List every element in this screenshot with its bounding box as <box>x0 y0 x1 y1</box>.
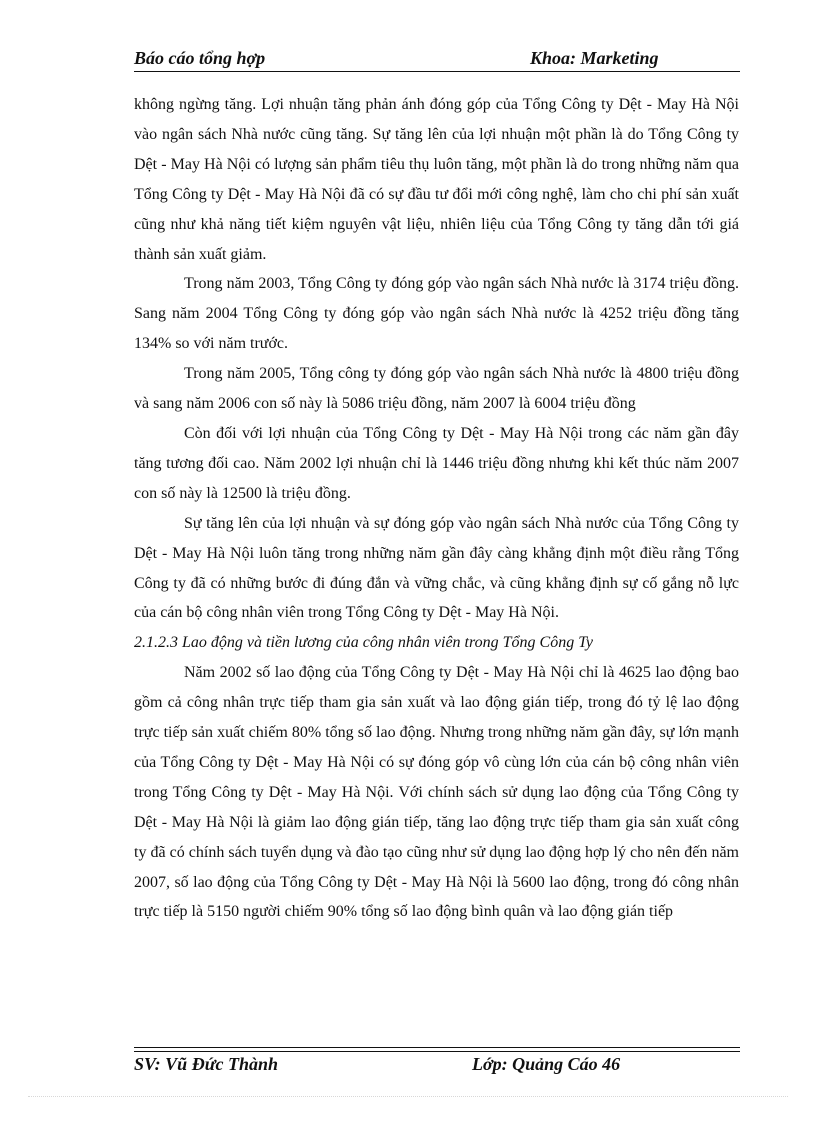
page-bottom-edge <box>28 1096 788 1097</box>
paragraph-budget-2003-2004: Trong năm 2003, Tổng Công ty đóng góp vào ngân sách Nhà nước là 3174 triệu đồng. Sang năm 2004 Tổng Công ty đóng góp vào ngân sách Nhà nước là 4252 triệu đồng tăng 134% so với năm trước. <box>134 275 739 353</box>
document-body <box>134 90 739 927</box>
header-report-title: Báo cáo tổng hợp <box>134 48 266 68</box>
paragraph-conclusion: Sự tăng lên của lợi nhuận và sự đóng góp vào ngân sách Nhà nước của Tổng Công ty Dệt - May Hà Nội luôn tăng trong những năm gần đây càng khẳng định một điều rằng Tổng Công ty đã có những bước đi đúng đắn và vững chắc, và cũng khẳng định sự cố gắng nỗ lực của cán bộ công nhân viên trong Tổng Công ty Dệt - May Hà Nội. <box>134 514 739 622</box>
footer-class-name: Lớp: Quảng Cáo 46 <box>472 1054 621 1074</box>
header-divider <box>134 71 740 72</box>
footer-student-name: SV: Vũ Đức Thành <box>134 1054 278 1074</box>
paragraph-budget-2005-2007: Trong năm 2005, Tổng công ty đóng góp vào ngân sách Nhà nước là 4800 triệu đồng và sang năm 2006 con số này là 5086 triệu đồng, năm 2007 là 6004 triệu đồng <box>134 365 739 413</box>
paragraph-profit-growth: Còn đối với lợi nhuận của Tổng Công ty Dệt - May Hà Nội trong các năm gần đây tăng tương đối cao. Năm 2002 lợi nhuận chỉ là 1446 triệu đồng nhưng khi kết thúc năm 2007 con số này là 12500 là triệu đồng. <box>134 424 739 502</box>
page-footer <box>134 1054 740 1080</box>
section-heading: 2.1.2.3 Lao động và tiền lương của công nhân viên trong Tổng Công Ty <box>134 634 594 652</box>
paragraph-profit-contribution: không ngừng tăng. Lợi nhuận tăng phản ánh đóng góp của Tổng Công ty Dệt - May Hà Nội vào ngân sách Nhà nước cũng tăng. Sự tăng lên của lợi nhuận một phần là do Tổng Công ty Dệt - May Hà Nội có lượng sản phẩm tiêu thụ luôn tăng, một phần là do trong những năm qua Tổng Công ty Dệt - May Hà Nội đã có sự đầu tư đổi mới công nghệ, làm cho chi phí sản xuất cũng như khả năng tiết kiệm nguyên vật liệu, nhiên liệu của Tổng Công ty tăng dẫn tới giá thành sản xuất giảm. <box>134 96 739 263</box>
paragraph-labor: Năm 2002 số lao động của Tổng Công ty Dệt - May Hà Nội chỉ là 4625 lao động bao gồm cả công nhân trực tiếp tham gia sản xuất và lao động gián tiếp, trong đó tỷ lệ lao động trực tiếp sản xuất chiếm 80% tổng số lao động. Nhưng trong những năm gần đây, sự lớn mạnh của Tổng Công ty Dệt - May Hà Nội có sự đóng góp vô cùng lớn của cán bộ công nhân viên trong Tổng Công ty Dệt - May Hà Nội. Với chính sách sử dụng lao động của Tổng Công ty Dệt - May Hà Nội là giảm lao động gián tiếp, tăng lao động trực tiếp tham gia sản xuất công ty đã có chính sách tuyển dụng và đào tạo cũng như sử dụng lao động hợp lý cho nên đến năm 2007, số lao động của Tổng Công ty Dệt - May Hà Nội là 5600 lao động, trong đó công nhân trực tiếp là 5150 người chiếm 90% tổng số lao động bình quân và lao động gián tiếp <box>134 664 739 921</box>
header-faculty: Khoa: Marketing <box>530 48 659 68</box>
footer-divider-bottom <box>134 1051 740 1052</box>
footer-divider-top <box>134 1047 740 1048</box>
